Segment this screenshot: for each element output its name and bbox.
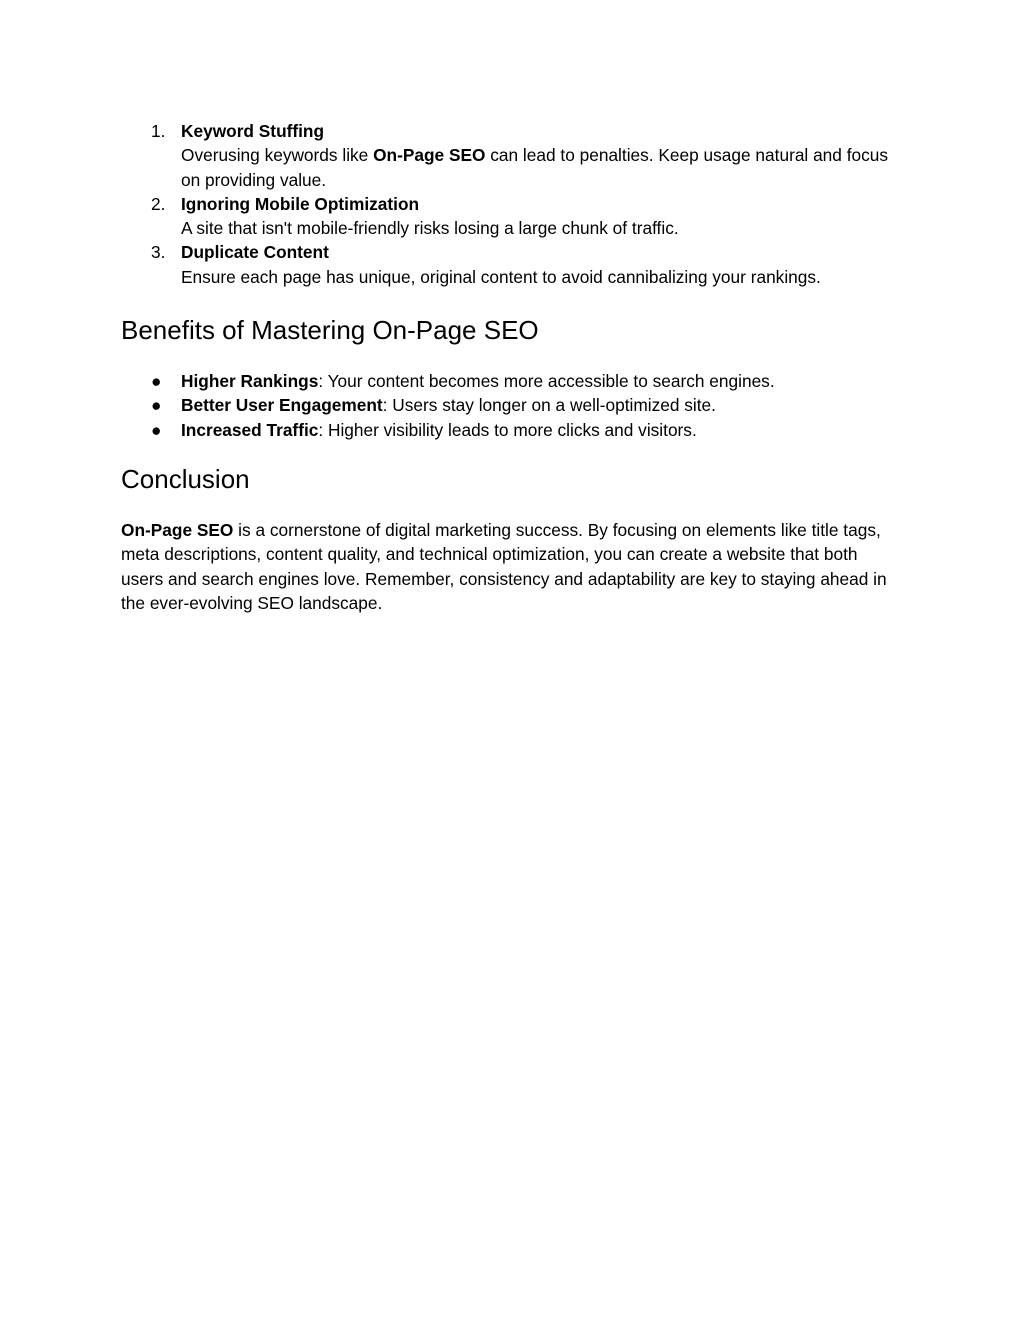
bullet-icon: ●	[151, 419, 162, 440]
list-item-text: A site that isn't mobile-friendly risks losing a large chunk of traffic.	[181, 218, 679, 239]
benefit-label: Increased Traffic	[181, 419, 319, 440]
benefits-heading: Benefits of Mastering On-Page SEO	[121, 315, 539, 346]
list-item-title: Duplicate Content	[181, 242, 329, 263]
benefits-list	[121, 369, 901, 442]
list-item	[121, 393, 901, 417]
document-page	[121, 119, 901, 615]
list-item	[121, 369, 901, 393]
conclusion-text: is a cornerstone of digital marketing success. By focusing on elements like title tags, meta descriptions, content quality, and technical optimization, you can create a website that both users and search engines love. Remember, consistency and adaptability are key to staying ahead in the ever-evolving SEO landscape.	[121, 519, 887, 613]
benefit-text: : Users stay longer on a well-optimized site.	[382, 395, 716, 416]
list-number: 2.	[151, 193, 166, 214]
mistakes-list	[121, 119, 901, 289]
list-item-text: Ensure each page has unique, original content to avoid cannibalizing your rankings.	[181, 266, 821, 287]
conclusion-heading: Conclusion	[121, 463, 250, 494]
list-item-text	[181, 143, 901, 192]
benefit-text: : Your content becomes more accessible to search engines.	[318, 371, 775, 392]
benefit-label: Better User Engagement	[181, 395, 383, 416]
bullet-icon: ●	[151, 371, 162, 392]
bullet-icon: ●	[151, 395, 162, 416]
text-segment: Overusing keywords like	[181, 145, 374, 166]
list-item	[121, 119, 901, 192]
bold-term: On-Page SEO	[373, 145, 486, 166]
benefit-label: Higher Rankings	[181, 371, 319, 392]
list-item	[121, 418, 901, 442]
conclusion-paragraph	[121, 518, 901, 615]
benefit-text: : Higher visibility leads to more clicks and visitors.	[318, 419, 697, 440]
list-item-title: Ignoring Mobile Optimization	[181, 193, 420, 214]
list-number: 1.	[151, 121, 166, 141]
list-item	[121, 240, 901, 289]
list-number: 3.	[151, 242, 166, 263]
list-item	[121, 192, 901, 241]
bold-term: On-Page SEO	[121, 519, 234, 540]
list-item-title: Keyword Stuffing	[181, 121, 325, 141]
text-segment: can lead to penalties. Keep usage natural and focus on providing value.	[181, 145, 889, 190]
